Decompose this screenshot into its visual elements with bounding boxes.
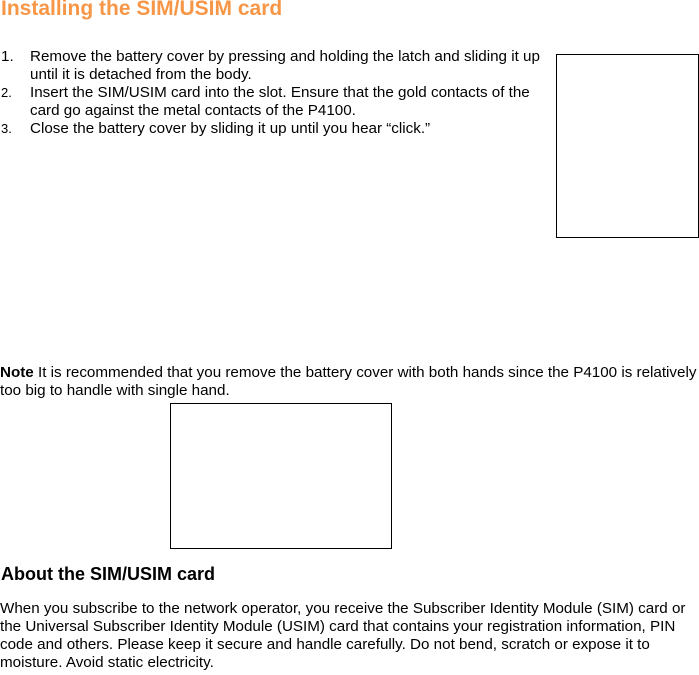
note-text: It is recommended that you remove the battery cover with both hands since the P4100 is relatively too big to handle with single hand. [0, 364, 697, 399]
note-paragraph [0, 364, 699, 400]
step-number: 3. [1, 121, 12, 136]
step-text: Close the battery cover by sliding it up until you hear “click.” [30, 120, 431, 137]
step-item [0, 120, 545, 138]
instruction-steps [0, 48, 545, 138]
section-paragraph: When you subscribe to the network operator, you receive the Subscriber Identity Module (SIM) card or the Universal Subscriber Identity Module (USIM) card that contains your registration information, PIN code and others. Please keep it secure and handle carefully. Do not bend, scratch or expose it to moisture. Avoid static electricity. [0, 600, 686, 671]
step-text: Insert the SIM/USIM card into the slot. Ensure that the gold contacts of the card go against the metal contacts of the P4100. [30, 84, 530, 119]
step-number: 2. [1, 85, 12, 100]
battery-cover-figure [556, 54, 699, 238]
step-number: 1. [1, 48, 14, 65]
section-heading: About the SIM/USIM card [1, 564, 216, 584]
step-item [0, 48, 545, 84]
two-hands-figure [170, 403, 392, 549]
step-text: Remove the battery cover by pressing and holding the latch and sliding it up until it is detached from the body. [30, 48, 540, 83]
note-label: Note [0, 364, 34, 381]
page-title: Installing the SIM/USIM card [1, 0, 283, 20]
step-item [0, 84, 545, 120]
